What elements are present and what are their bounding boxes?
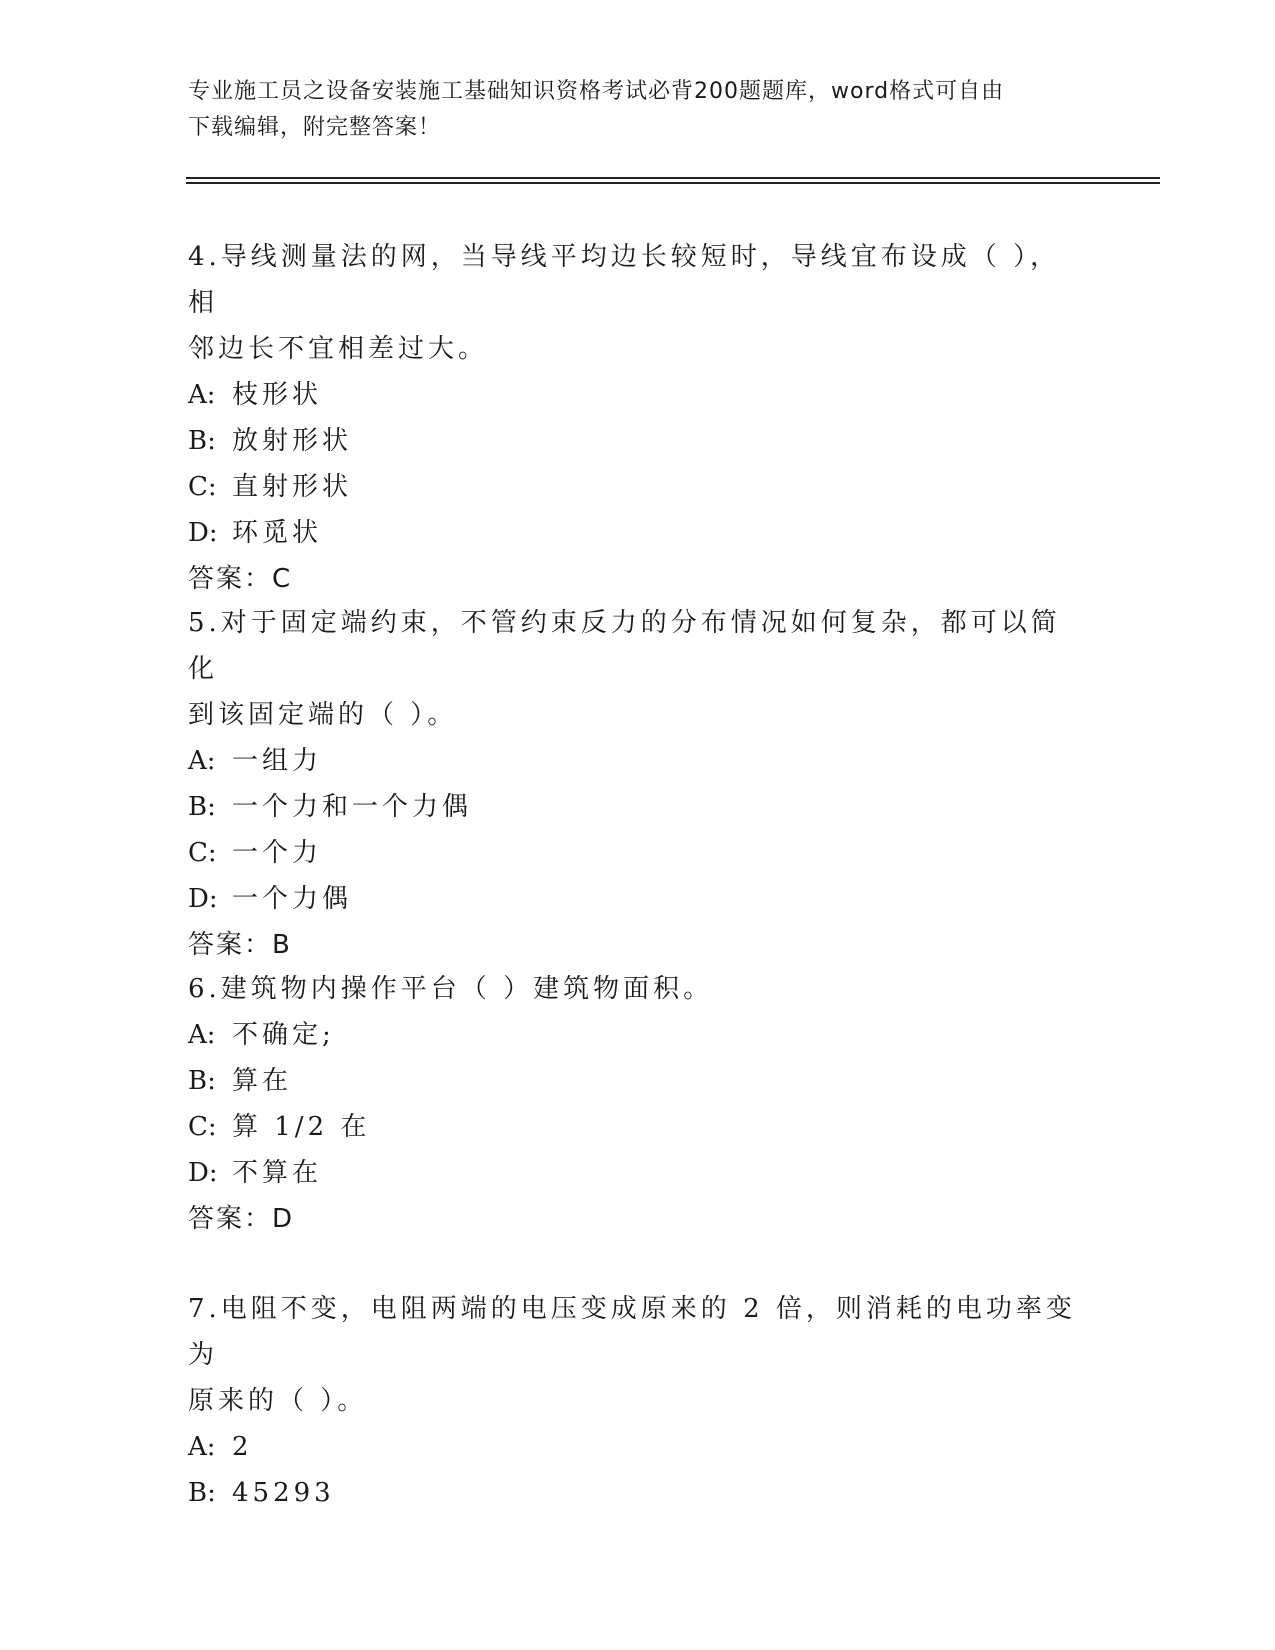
option-text: 一个力和一个力偶 <box>232 792 473 822</box>
option-b <box>188 1058 1088 1104</box>
option-d <box>188 876 1088 922</box>
option-text: 一组力 <box>232 746 323 776</box>
option-text: 枝形状 <box>232 380 323 410</box>
header-line-1: 专业施工员之设备安装施工基础知识资格考试必背200题题库，word格式可自由 <box>188 79 1005 104</box>
question-6 <box>188 966 1088 1242</box>
option-a <box>188 738 1088 784</box>
option-letter: D: <box>188 518 218 548</box>
option-text: 算 1/2 在 <box>232 1112 371 1142</box>
option-letter: A: <box>188 1432 216 1462</box>
option-letter: A: <box>188 1020 216 1050</box>
option-c <box>188 830 1088 876</box>
answer-line: 答案：D <box>188 1204 295 1234</box>
option-text: 环觅状 <box>232 518 323 548</box>
question-5 <box>188 600 1088 968</box>
header-divider-top <box>186 177 1160 179</box>
option-b <box>188 784 1088 830</box>
question-stem-line: 4.导线测量法的网，当导线平均边长较短时，导线宜布设成（ ），相 <box>188 242 1061 318</box>
option-text: 2 <box>232 1432 253 1462</box>
option-d <box>188 510 1088 556</box>
option-c <box>188 464 1088 510</box>
option-letter: B: <box>188 1478 216 1508</box>
option-letter: D: <box>188 884 218 914</box>
option-text: 45293 <box>232 1478 335 1508</box>
option-b <box>188 1470 1088 1516</box>
option-text: 直射形状 <box>232 472 353 502</box>
option-text: 放射形状 <box>232 426 353 456</box>
option-letter: C: <box>188 838 217 868</box>
question-7 <box>188 1286 1088 1516</box>
option-text: 不确定; <box>232 1020 335 1050</box>
option-letter: A: <box>188 380 216 410</box>
answer-line: 答案：B <box>188 930 292 960</box>
header-line-2: 下载编辑，附完整答案！ <box>188 115 442 140</box>
option-a <box>188 372 1088 418</box>
question-4 <box>188 234 1088 602</box>
option-letter: D: <box>188 1158 218 1188</box>
option-c <box>188 1104 1088 1150</box>
option-letter: C: <box>188 472 217 502</box>
option-letter: C: <box>188 1112 217 1142</box>
option-text: 一个力 <box>232 838 323 868</box>
option-letter: B: <box>188 426 216 456</box>
option-letter: B: <box>188 792 216 822</box>
option-a <box>188 1424 1088 1470</box>
option-d <box>188 1150 1088 1196</box>
option-b <box>188 418 1088 464</box>
option-letter: A: <box>188 746 216 776</box>
document-header <box>188 74 1088 146</box>
question-stem-line: 5.对于固定端约束，不管约束反力的分布情况如何复杂，都可以简化 <box>188 608 1061 684</box>
option-text: 不算在 <box>232 1158 323 1188</box>
answer-line: 答案：C <box>188 564 293 594</box>
question-stem-line: 到该固定端的（ ）。 <box>188 700 458 730</box>
header-divider-bottom <box>186 182 1160 184</box>
question-stem-line: 7.电阻不变，电阻两端的电压变成原来的 2 倍，则消耗的电功率变为 <box>188 1294 1076 1370</box>
option-text: 一个力偶 <box>232 884 353 914</box>
question-stem-line: 6.建筑物内操作平台（ ）建筑物面积。 <box>188 974 714 1004</box>
option-a <box>188 1012 1088 1058</box>
question-stem-line: 邻边长不宜相差过大。 <box>188 334 489 364</box>
option-letter: B: <box>188 1066 216 1096</box>
question-stem-line: 原来的（ ）。 <box>188 1386 368 1416</box>
option-text: 算在 <box>232 1066 293 1096</box>
